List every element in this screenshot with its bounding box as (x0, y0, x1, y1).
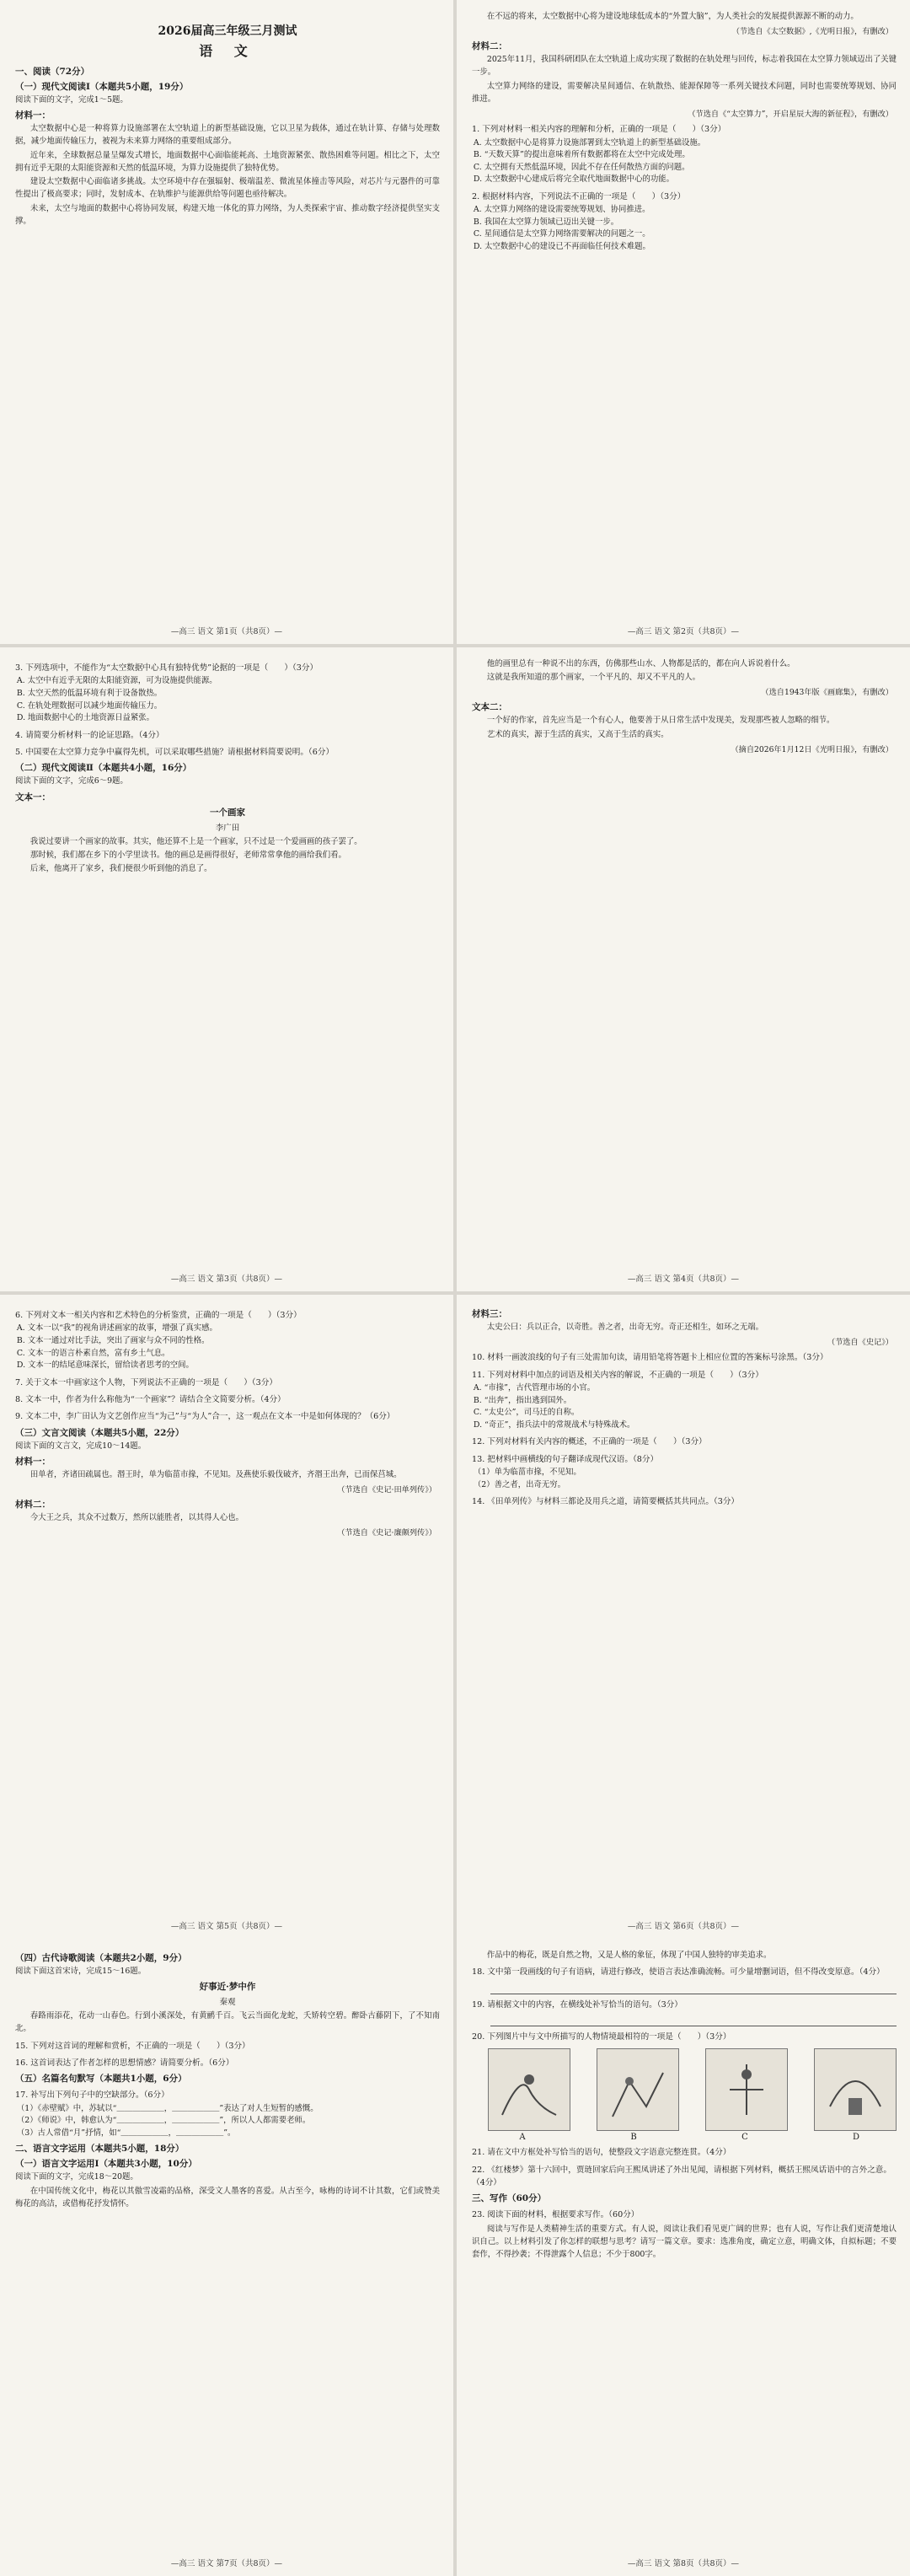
page-footer: —高三 语文 第3页（共8页）— (170, 1275, 283, 1284)
page-footer: —高三 语文 第2页（共8页）— (627, 627, 740, 636)
question-4: 4. 请简要分析材料一的论证思路。（4分） (15, 730, 164, 740)
instruction: 阅读下面的文言文，完成10～14题。 (15, 1441, 147, 1451)
page-footer: —高三 语文 第4页（共8页）— (627, 1275, 740, 1284)
source-note: （节选自《史记·廉颇列传》） (337, 1528, 436, 1538)
ink-painting-icon (822, 2056, 889, 2123)
paragraph: 后来，他离开了家乡，我们便很少听到他的消息了。 (29, 864, 212, 874)
source-note: （节选自《史记·田单列传》） (337, 1485, 436, 1495)
paragraph: 未来，太空与地面的数据中心将协同发展，构建天地一体化的算力网络，为人类探索宇宙、推动数字经济提供坚实支撑。 (15, 203, 440, 226)
question-10: 10. 材料一画波浪线的句子有三处需加句读，请用铅笔将答题卡上相应位置的答案标号涂黑。（3分） (472, 1353, 828, 1363)
paragraph: 在不远的将来，太空数据中心将为建设地球低成本的“外置大脑”，为人类社会的发展提供源源不断的动力。 (486, 12, 859, 21)
source-note: （节选自《史记》） (827, 1338, 893, 1348)
text-label: 文本二： (472, 702, 507, 713)
paragraph: 作品中的梅花，既是自然之物，又是人格的象征，体现了中国人独特的审美追求。 (486, 1951, 772, 1960)
option: A. 太空算力网络的建设需要统筹规划、协同推进。 (473, 205, 650, 215)
question-22: 22. 《红楼梦》第十六回中，贾琏回家后向王熙凤讲述了外出见闻，请根据下列材料，概括王熙凤话语中的言外之意。（4分） (472, 2165, 891, 2187)
material-label: 材料三： (472, 1309, 507, 1319)
question-12: 12. 下列对材料有关内容的概述，不正确的一项是（ ）（3分） (472, 1437, 707, 1447)
option: A. 太空中有近乎无限的太阳能资源，可为设施提供能源。 (16, 676, 217, 686)
page-footer: —高三 语文 第5页（共8页）— (170, 1922, 283, 1931)
source-note: （摘自2026年1月12日《光明日报》，有删改） (731, 744, 893, 754)
paragraph: 太空数据中心是一种将算力设施部署在太空轨道上的新型基础设施，它以卫星为载体，通过在轨计算、存储与处理数据，减少地面传输压力，被视为未来算力网络的重要组成部分。 (15, 124, 440, 147)
paragraph: 他的画里总有一种说不出的东西，仿佛那些山水、人物都是活的，都在向人诉说着什么。 (486, 659, 795, 668)
question-20: 20. 下列图片中与文中所描写的人物情境最相符的一项是（ ）（3分） (472, 2031, 731, 2042)
section-heading: 一、阅读（72分） (15, 67, 90, 77)
question-17: 17. 补写出下列句子中的空缺部分。（6分） (15, 2090, 169, 2101)
paragraph: 2025年11月，我国科研团队在太空轨道上成功实现了数据的在轨处理与回传，标志着我国在太空算力领域迈出了关键一步。 (472, 55, 897, 78)
page-footer: —高三 语文 第7页（共8页）— (170, 2559, 283, 2568)
question-16: 16. 这首词表达了作者怎样的思想情感？请简要分析。（6分） (15, 2058, 234, 2069)
question-6: 6. 下列对文本一相关内容和艺术特色的分析鉴赏，正确的一项是（ ）（3分） (15, 1311, 302, 1320)
figure-image-a (488, 2048, 570, 2131)
option: A. “市掾”，古代管理市场的小官。 (473, 1382, 596, 1393)
option: D. 文本一的结尾意味深长，留给读者思考的空间。 (16, 1360, 194, 1371)
option: D. 太空数据中心建成后将完全取代地面数据中心的功能。 (473, 174, 675, 185)
subsection-heading: （一）现代文阅读Ⅰ（本题共5小题，19分） (15, 82, 189, 92)
paragraph: 田单者，齐诸田疏属也。湣王时，单为临菑市掾，不见知。及燕使乐毅伐破齐，齐湣王出奔，已而保莒城。 (29, 1469, 402, 1479)
paragraph: 太空算力网络的建设，需要解决星间通信、在轨散热、能源保障等一系列关键技术问题，同时也需要统筹规划、协同推进。 (472, 81, 897, 104)
sub-item: （2）善之者，出奇无穷。 (473, 1479, 565, 1489)
subsection-heading: （五）名篇名句默写（本题共1小题，6分） (15, 2074, 187, 2085)
question-2: 2. 根据材料内容，下列说法不正确的一项是（ ）（3分） (472, 191, 686, 201)
material-label: 材料一： (15, 110, 51, 121)
paragraph: 这就是我所知道的那个画家，一个平凡的、却又不平凡的人。 (486, 673, 700, 683)
paragraph: 我说过要讲一个画家的故事。其实，他还算不上是一个画家，只不过是一个爱画画的孩子罢了。 (29, 836, 362, 846)
question-14: 14. 《田单列传》与材料三都论及用兵之道，请简要概括其共同点。（3分） (472, 1497, 740, 1507)
option: B. “出奔”，指出逃到国外。 (473, 1395, 572, 1405)
page-footer: —高三 语文 第1页（共8页）— (170, 627, 283, 636)
question-21: 21. 请在文中方框处补写恰当的语句，使整段文字语意完整连贯。（4分） (472, 2148, 731, 2158)
subsection-heading: （四）古代诗歌阅读（本题共2小题，9分） (15, 1953, 187, 1963)
section-heading: 三、写作（60分） (472, 2193, 547, 2204)
question-23: 23. 阅读下面的材料，根据要求写作。（60分） (472, 2210, 640, 2220)
story-author: 李广田 (215, 823, 240, 833)
question-15: 15. 下列对这首词的理解和赏析，不正确的一项是（ ）（3分） (15, 2041, 250, 2051)
figure-row (488, 2048, 897, 2131)
question-8: 8. 文本一中，作者为什么称他为“一个画家”？请结合全文简要分析。（4分） (15, 1395, 286, 1404)
paragraph: 在中国传统文化中，梅花以其傲雪凌霜的品格，深受文人墨客的喜爱。从古至今，咏梅的诗词不计其数，它们或赞美梅花的高洁，或借梅花抒发情怀。 (15, 2186, 440, 2208)
option: B. “天数天算”的提出意味着所有数据都将在太空中完成处理。 (473, 150, 690, 160)
page-footer: —高三 语文 第8页（共8页）— (627, 2559, 740, 2568)
source-note: （节选自《“太空算力”，开启星辰大海的新征程》，有删改） (688, 110, 893, 120)
paragraph: 那时候，我们都在乡下的小学里读书。他的画总是画得很好，老师常常拿他的画给我们看。 (29, 850, 346, 860)
exam-page-2 (457, 0, 910, 644)
option: A. 太空数据中心是将算力设施部署到太空轨道上的新型基础设施。 (473, 137, 706, 148)
subsection-heading: （三）文言文阅读（本题共5小题，22分） (15, 1427, 185, 1438)
exam-page-1 (0, 0, 453, 644)
question-3: 3. 下列选项中，不能作为“太空数据中心具有独特优势”论据的一项是（ ）（3分） (15, 663, 318, 673)
sub-item: （3）古人常借“月”抒情，如“＿＿＿＿＿＿，＿＿＿＿＿＿”。 (16, 2128, 236, 2138)
question-7: 7. 关于文本一中画家这个人物，下列说法不正确的一项是（ ）（3分） (15, 1377, 277, 1387)
exam-title: 2026届高三年级三月测试 (158, 24, 297, 38)
paragraph: 今大王之兵，其众不过数万，然所以能胜者，以其得人心也。 (29, 1513, 244, 1523)
source-note: （选自1943年版《画廊集》，有删改） (761, 688, 893, 698)
page-footer: —高三 语文 第6页（共8页）— (627, 1922, 740, 1931)
instruction: 阅读下面这首宋诗，完成15～16题。 (15, 1967, 147, 1976)
exam-page-5 (0, 1295, 453, 1939)
ink-painting-icon (604, 2056, 672, 2123)
figure-label: C (741, 2133, 748, 2143)
figure-label: B (630, 2133, 637, 2143)
exam-page-8 (457, 1939, 910, 2576)
source-note: （节选自《太空数据》,《光明日报》，有删改） (731, 27, 893, 37)
exam-page-7 (0, 1939, 453, 2576)
question-1: 1. 下列对材料一相关内容的理解和分析，正确的一项是（ ）（3分） (472, 125, 726, 135)
material-label: 材料二： (472, 41, 507, 52)
material-label: 材料一： (15, 1456, 51, 1467)
paragraph: 一个好的作家，首先应当是一个有心人，他要善于从日常生活中发现美，发现那些被人忽略的细节。 (486, 716, 835, 726)
essay-prompt: 阅读与写作是人类精神生活的重要方式。有人说，阅读让我们看见更广阔的世界；也有人说，写作让我们更清楚地认识自己。以上材料引发了你怎样的联想与思考？请写一篇文章。要求：选准角度，确定立意，明确文体，自拟标题；不要套作，不得抄袭；不得泄露个人信息；不少于800字。 (472, 2224, 897, 2260)
question-13: 13. 把材料中画横线的句子翻译成现代汉语。（8分） (472, 1454, 659, 1464)
figure-labels (482, 2133, 897, 2142)
subsection-heading: （一）语言文字运用Ⅰ（本题共3小题，10分） (15, 2159, 197, 2170)
section-heading: 二、语言文字运用（本题共5小题，18分） (15, 2144, 185, 2155)
exam-page-4 (457, 647, 910, 1291)
poem-author: 秦观 (219, 1998, 236, 2008)
sub-item: （1）单为临菑市掾，不见知。 (473, 1467, 581, 1477)
figure-label: A (519, 2133, 526, 2143)
poem-body: 春路雨添花，花动一山春色。行到小溪深处，有黄鹂千百。飞云当面化龙蛇，夭矫转空碧。醉卧古藤阴下，了不知南北。 (15, 2011, 440, 2034)
figure-image-d (814, 2048, 897, 2131)
material-label: 材料二： (15, 1500, 51, 1511)
ink-painting-icon (495, 2056, 563, 2123)
option: B. 文本一通过对比手法，突出了画家与众不同的性格。 (16, 1335, 210, 1345)
instruction: 阅读下面的文字，完成6～9题。 (15, 776, 128, 786)
answer-line[interactable] (490, 2014, 897, 2026)
question-9: 9. 文本二中，李广田认为文艺创作应当“为己”与“为人”合一，这一观点在文本一中是如何体现的？（6分） (15, 1412, 395, 1422)
option: D. 地面数据中心的土地资源日益紧张。 (16, 713, 155, 723)
question-18: 18. 文中第一段画线的句子有语病，请进行修改，使语言表达准确流畅。可少量增删词语，但不得改变原意。（4分） (472, 1967, 885, 1978)
answer-line[interactable] (490, 1982, 897, 1994)
instruction: 阅读下面的文字，完成18～20题。 (15, 2172, 138, 2182)
option: C. 星间通信是太空算力网络需要解决的问题之一。 (473, 229, 650, 239)
subsection-heading: （二）现代文阅读Ⅱ（本题共4小题，16分） (15, 763, 192, 774)
exam-page-6 (457, 1295, 910, 1939)
story-title: 一个画家 (210, 807, 245, 818)
question-19: 19. 请根据文中的内容，在横线处补写恰当的语句。（3分） (472, 1999, 682, 2010)
figure-image-c (705, 2048, 788, 2131)
option: C. 太空拥有天然低温环境，因此不存在任何散热方面的问题。 (473, 162, 690, 172)
text-label: 文本一： (15, 792, 51, 802)
option: B. 太空天然的低温环境有利于设备散热。 (16, 688, 163, 698)
sub-item: （1）《赤壁赋》中，苏轼以“＿＿＿＿＿＿，＿＿＿＿＿＿”表达了对人生短暂的感慨。 (16, 2103, 318, 2113)
ink-painting-icon (713, 2056, 780, 2123)
paragraph: 建设太空数据中心面临诸多挑战。太空环境中存在强辐射、极端温差、微流星体撞击等风险，对芯片与元器件的可靠性提出了极高要求；同时，发射成本、在轨维护与能源供给等问题也亟待解决。 (15, 177, 440, 200)
option: D. “奇正”，指兵法中的常规战术与特殊战术。 (473, 1419, 635, 1430)
option: A. 文本一以“我”的视角讲述画家的故事，增强了真实感。 (16, 1323, 217, 1334)
figure-label: D (852, 2133, 860, 2143)
sub-item: （2）《师说》中，韩愈认为“＿＿＿＿＿＿，＿＿＿＿＿＿”，所以人人都需要老师。 (16, 2116, 311, 2126)
paragraph: 近年来，全球数据总量呈爆发式增长，地面数据中心面临能耗高、土地资源紧张、散热困难等问题。相比之下，太空拥有近乎无限的太阳能资源和天然的低温环境，为算力设施提供了独特优势。 (15, 150, 440, 173)
exam-subject: 语 文 (199, 43, 256, 59)
exam-page-3 (0, 647, 453, 1291)
paragraph: 太史公曰：兵以正合，以奇胜。善之者，出奇无穷。奇正还相生，如环之无端。 (486, 1323, 763, 1332)
option: D. 太空数据中心的建设已不再面临任何技术难题。 (473, 241, 650, 251)
option: B. 我国在太空算力领域已迈出关键一步。 (473, 217, 619, 227)
question-11: 11. 下列对材料中加点的词语及相关内容的解说，不正确的一项是（ ）（3分） (472, 1370, 763, 1380)
poem-title: 好事近·梦中作 (199, 1982, 256, 1993)
option: C. 文本一的语言朴素自然，富有乡土气息。 (16, 1348, 170, 1358)
question-5: 5. 中国要在太空算力竞争中赢得先机，可以采取哪些措施？请根据材料简要说明。（6分） (15, 748, 335, 757)
instruction: 阅读下面的文字，完成1～5题。 (15, 95, 128, 105)
option: C. 在轨处理数据可以减少地面传输压力。 (16, 700, 163, 711)
option: C. “太史公”，司马迁的自称。 (473, 1408, 580, 1418)
figure-image-b (597, 2048, 679, 2131)
paragraph: 艺术的真实，源于生活的真实，又高于生活的真实。 (486, 729, 669, 739)
